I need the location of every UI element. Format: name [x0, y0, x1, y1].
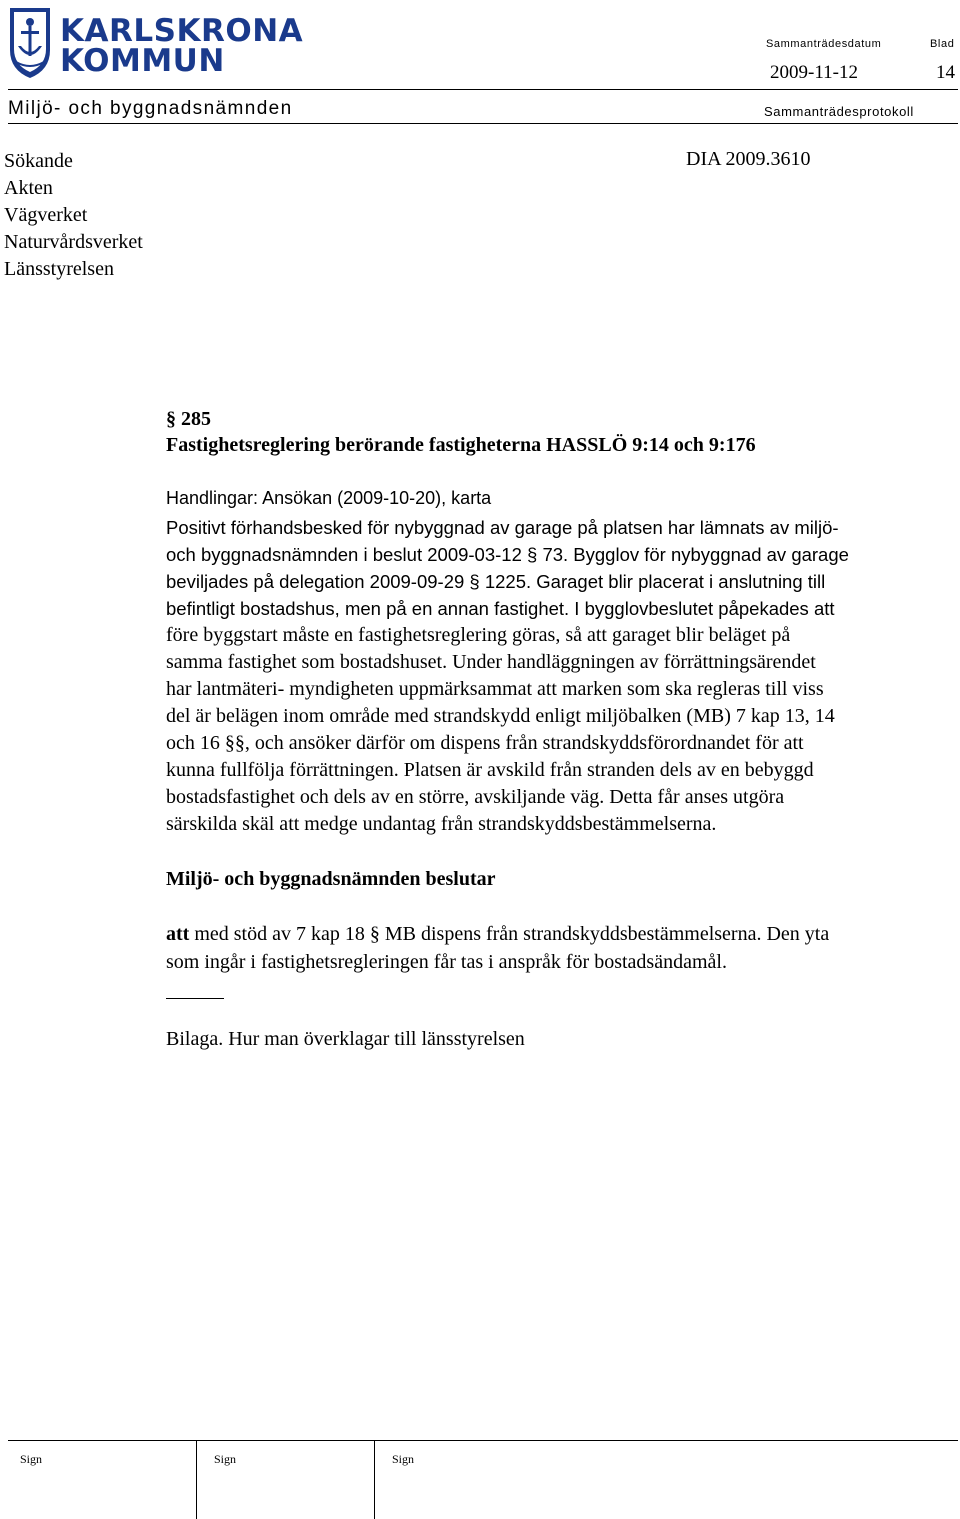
- documents-line: Handlingar: Ansökan (2009-10-20), karta: [166, 488, 492, 508]
- section-body: [166, 514, 956, 838]
- logo-text-line2: KOMMUN: [60, 43, 225, 79]
- body-line: har lantmäteri- myndigheten uppmärksammat att marken som ska regleras till viss: [166, 678, 824, 700]
- section-title: Fastighetsreglering berörande fastigheterna HASSLÖ 9:14 och 9:176: [166, 434, 756, 456]
- decision-line: som ingår i fastighetsregleringen får tas i anspråk för bostadsändamål.: [166, 951, 727, 973]
- body-line: särskilda skäl att medge undantag från strandskyddsbestämmelserna.: [166, 813, 717, 835]
- separator-line: [166, 998, 224, 999]
- distribution-item: Naturvårdsverket: [4, 231, 143, 253]
- attachment-note: Bilaga. Hur man överklagar till länsstyrelsen: [166, 1028, 525, 1050]
- distribution-item: Länsstyrelsen: [4, 258, 114, 280]
- body-line: före byggstart måste en fastighetsreglering göras, så att garaget blir beläget på: [166, 624, 791, 646]
- meeting-date: 2009-11-12: [770, 62, 858, 83]
- body-line: och byggnadsnämnden i beslut 2009-03-12 § 73. Bygglov för nybyggnad av garage: [166, 544, 849, 565]
- committee-name: Miljö- och byggnadsnämnden: [8, 98, 293, 119]
- municipality-logo: [8, 6, 304, 80]
- sign-label: Sign: [20, 1452, 43, 1466]
- footer-divider: [8, 1440, 958, 1441]
- case-number: DIA 2009.3610: [686, 148, 811, 170]
- body-line: del är belägen inom område med strandskydd enligt miljöbalken (MB) 7 kap 13, 14: [166, 705, 835, 727]
- footer-column-divider: [374, 1440, 375, 1519]
- decision-heading: Miljö- och byggnadsnämnden beslutar: [166, 868, 496, 890]
- meeting-date-label: Sammanträdesdatum: [766, 38, 882, 50]
- body-line: och 16 §§, och ansöker därför om dispens från strandskyddsförordnandet för att: [166, 732, 804, 754]
- decision-text: [166, 920, 829, 976]
- decision-line: med stöd av 7 kap 18 § MB dispens från strandskyddsbestämmelserna. Den yta: [189, 923, 830, 945]
- distribution-item: Sökande: [4, 150, 73, 172]
- distribution-item: Akten: [4, 177, 53, 199]
- header-divider: [8, 89, 958, 90]
- body-line: beviljades på delegation 2009-09-29 § 1225. Garaget blir placerat i anslutning till: [166, 571, 826, 592]
- document-type: Sammanträdesprotokoll: [764, 104, 914, 119]
- body-line: kunna fullfölja förrättningen. Platsen är avskild från stranden dels av en bebyggd: [166, 759, 814, 781]
- sign-label: Sign: [214, 1452, 237, 1466]
- body-line: befintligt bostadshus, men på en annan fastighet. I bygglovbeslutet påpekades att: [166, 598, 835, 619]
- logo-text-line1: KARLSKRONA: [60, 13, 304, 49]
- page-label: Blad: [930, 38, 955, 50]
- footer-column-divider: [196, 1440, 197, 1519]
- paragraph-number: § 285: [166, 408, 211, 430]
- distribution-item: Vägverket: [4, 204, 88, 226]
- distribution-list: [4, 148, 143, 283]
- header-divider-bottom: [8, 123, 958, 124]
- body-line: Positivt förhandsbesked för nybyggnad av garage på platsen har lämnats av miljö-: [166, 517, 839, 538]
- page-number: 14: [936, 62, 955, 83]
- sign-label: Sign: [392, 1452, 415, 1466]
- body-line: bostadsfastighet och dels av en större, avskiljande väg. Detta får anses utgöra: [166, 786, 785, 808]
- decision-att: att: [166, 923, 190, 945]
- body-line: samma fastighet som bostadshuset. Under handläggningen av förrättningsärendet: [166, 651, 816, 673]
- crest-icon: [8, 6, 52, 80]
